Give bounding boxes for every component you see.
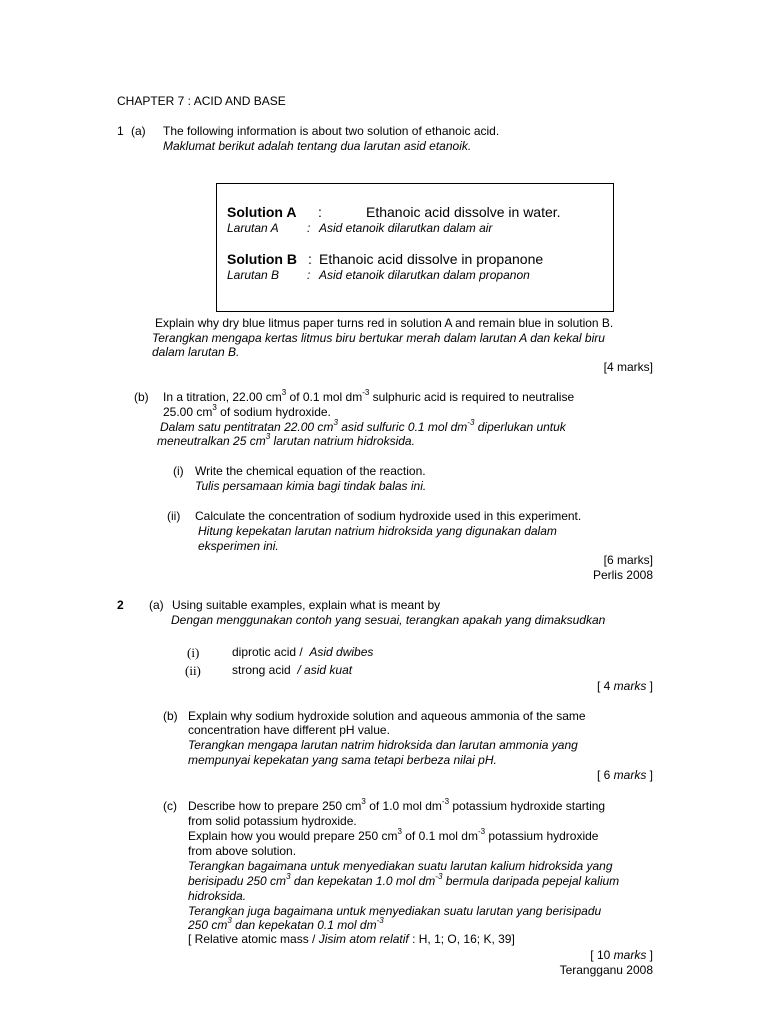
q1-b-en-1: In a titration, 22.00 $cm^3$ of 0.1 mol $dm^{-3}$ sulphuric acid is required to neutralise (163, 388, 575, 404)
q2-c-line-10: [ Relative atomic mass / Jisim atom relatif : H, 1; O, 16; K, 39] (188, 932, 515, 946)
q2-b-ms-1: Terangkan mengapa larutan natrim hidroksida dan larutan ammonia yang (188, 738, 578, 752)
q2-c-line-7: hidroksida. (188, 889, 247, 903)
q1-b-ii-en: Calculate the concentration of sodium hydroxide used in this experiment. (195, 509, 582, 523)
q1-explain-en: Explain why dry blue litmus paper turns red in solution A and remain blue in solution B. (155, 316, 614, 330)
q2-c-marks: [ 10 marks ] (590, 948, 653, 962)
solution-b-label: Solution B (227, 251, 297, 267)
q1-b-i-en: Write the chemical equation of the reaction. (195, 464, 426, 478)
q1-b-ii-ms-1: Hitung kepekatan larutan natrium hidroksida yang digunakan dalam (198, 524, 557, 538)
larutan-b-text: Asid etanoik dilarutkan dalam propanon (319, 268, 530, 282)
q1-a-label: (a) (131, 124, 146, 138)
q1-b-ms-2: meneutralkan 25 $cm^3$ larutan natrium hidroksida. (157, 432, 415, 448)
q1-a-text-ms: Maklumat berikut adalah tentang dua larutan asid etanoik. (163, 139, 472, 153)
q1-source: Perlis 2008 (592, 568, 653, 582)
q2-c-line-1: Describe how to prepare 250 $cm^3$ of 1.0 mol $dm^{-3}$ potassium hydroxide starting (188, 797, 606, 813)
q2-b-en-1: Explain why sodium hydroxide solution and aqueous ammonia of the same (188, 709, 586, 723)
q2-a-label: (a) (149, 598, 164, 612)
q2-a-ms: Dengan menggunakan contoh yang sesuai, terangkan apakah yang dimaksudkan (171, 613, 606, 627)
q2-source: Terangganu 2008 (559, 963, 653, 977)
solution-b-colon: : (308, 251, 312, 267)
solution-a-text: Ethanoic acid dissolve in water. (366, 204, 561, 220)
q2-c-line-8: Terangkan juga bagaimana untuk menyediakan suatu larutan yang berisipadu (188, 904, 602, 918)
q2-a-i-text: diprotic acid / Asid dwibes (232, 645, 374, 659)
larutan-b-label: Larutan B (227, 268, 280, 282)
q1-explain-ms-1: Terangkan mengapa kertas litmus biru bertukar merah dalam larutan A dan kekal biru (152, 331, 605, 345)
q2-b-label: (b) (163, 709, 178, 723)
q2-a-en: Using suitable examples, explain what is meant by (172, 598, 441, 612)
q1-b-marks: [6 marks] (603, 553, 653, 567)
solution-a-colon: : (318, 204, 322, 220)
larutan-b-colon: : (307, 268, 311, 282)
q2-a-ii-text: strong acid / asid kuat (232, 663, 353, 677)
q2-number: 2 (117, 598, 124, 612)
q1-b-label: (b) (134, 390, 149, 404)
q1-b-ii-label: (ii) (167, 509, 181, 523)
solution-b-text: Ethanoic acid dissolve in propanone (319, 251, 544, 267)
solution-a-label: Solution A (227, 204, 297, 220)
q2-a-i-label: (i) (187, 645, 200, 660)
q2-c-line-5: Terangkan bagaimana untuk menyediakan suatu larutan kalium hidroksida yang (188, 859, 613, 873)
q2-a-marks: [ 4 marks ] (596, 679, 653, 693)
q2-c-label: (c) (163, 799, 177, 813)
solution-info-box (216, 183, 614, 312)
q1-number: 1 (117, 124, 124, 138)
q1-explain-ms-2: dalam larutan B. (152, 345, 240, 359)
q1-a-marks: [4 marks] (603, 360, 653, 374)
q1-b-en-2: 25.00 $cm^3$ of sodium hydroxide. (163, 403, 331, 419)
q2-a-ii-label: (ii) (185, 663, 201, 678)
q2-b-en-2: concentration have different pH value. (188, 723, 390, 737)
q1-b-i-ms: Tulis persamaan kimia bagi tindak balas ini. (195, 479, 427, 493)
larutan-a-text: Asid etanoik dilarutkan dalam air (319, 221, 493, 235)
q2-c-line-2: from solid potassium hydroxide. (188, 814, 357, 828)
q2-c-line-4: from above solution. (188, 844, 297, 858)
chapter-title: CHAPTER 7 : ACID AND BASE (117, 94, 286, 108)
q1-a-text-en: The following information is about two solution of ethanoic acid. (163, 124, 500, 138)
q2-c-line-9: 250 $cm^3$ dan kepekatan 0.1 mol $dm^{-3}$ (188, 916, 384, 932)
q2-b-ms-2: mempunyai kepekatan yang sama tetapi berbeza nilai pH. (188, 753, 497, 767)
q1-b-i-label: (i) (173, 464, 184, 478)
q1-b-ii-ms-2: eksperimen ini. (198, 539, 279, 553)
q1-b-ms-1: Dalam satu pentitratan 22.00 $cm^3$ asid sulfuric 0.1 mol $dm^{-3}$ diperlukan untuk (160, 418, 566, 434)
larutan-a-label: Larutan A (227, 221, 279, 235)
q2-b-marks: [ 6 marks ] (596, 768, 653, 782)
q2-c-line-3: Explain how you would prepare 250 $cm^3$ of 0.1 mol $dm^{-3}$ potassium hydroxide (188, 827, 599, 843)
larutan-a-colon: : (307, 221, 311, 235)
q2-c-line-6: berisipadu 250 $cm^3$ dan kepekatan 1.0 mol $dm^{-3}$ bermula daripada pepejal kalium (188, 872, 620, 888)
